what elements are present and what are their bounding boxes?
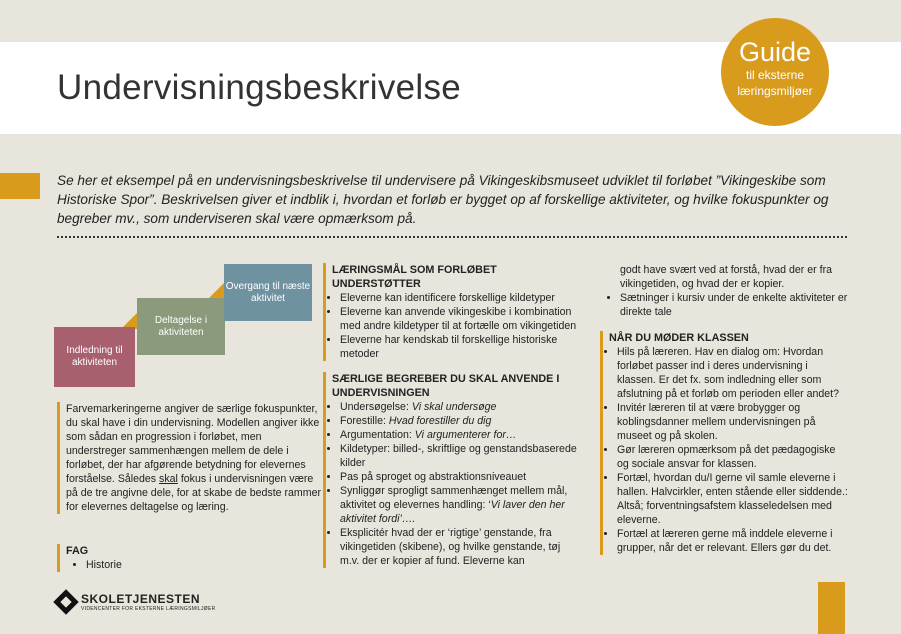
column-3	[600, 263, 848, 555]
kursiv-list	[600, 291, 848, 319]
begreber-term: Argumentation:	[340, 429, 415, 441]
begreber-term: Synliggør sprogligt sammenhænget mellem mål, aktivitet og elevernes handling: ‘	[340, 485, 568, 511]
skoletjenesten-logo	[57, 592, 216, 612]
logo-name: SKOLETJENESTEN	[81, 592, 201, 606]
begreber-example: Vi laver den her aktivitet fordi’….	[340, 499, 565, 525]
moder-section	[600, 331, 848, 555]
logo-tagline: VIDENCENTER FOR EKSTERNE LÆRINGSMILJØER	[81, 606, 216, 612]
laeringsmaal-list	[326, 291, 581, 361]
step-arrow-2	[208, 283, 224, 299]
begreber-term: Kildetyper: billed-, skriftlige og genstandsbaserede kilder	[340, 443, 577, 469]
model-description-text-2: fokus i undervisningen være på de tre angivne dele, for at skabe de bedste rammer for elevernes deltagelse og læring.	[66, 473, 321, 513]
dotted-divider	[57, 236, 847, 238]
moder-list	[603, 345, 848, 555]
begreber-item	[340, 414, 581, 428]
step-transition	[224, 264, 312, 321]
begreber-item	[340, 470, 581, 484]
begreber-item	[340, 428, 581, 442]
fag-section	[57, 544, 266, 572]
laeringsmaal-item: • Eleverne kan anvende vikingeskibe i kombination med andre kildetyper til at fortælle om vikingetiden	[340, 305, 581, 333]
model-description-underlined: skal	[159, 473, 178, 485]
step-transition-label: Overgang til næste aktivitet	[225, 280, 311, 304]
begreber-term: Pas på sproget og abstraktionsniveauet	[340, 471, 527, 483]
guide-subtitle-1: til eksterne	[745, 68, 805, 82]
begreber-list	[326, 400, 581, 568]
intro-text: Se her et eksempel på en undervisningsbeskrivelse til undervisere på Vikingeskibsmuseet udviklet til forløbet ”Vikingeskibe som Historiske Spor”. Beskrivelsen giver et indblik i, hvordan et forløb er bygget op af forskellige aktiviteter, og hvilke fokuspunkter og begreber mv., som underviseren skal være opmærksom på.	[57, 173, 829, 226]
begreber-continued: godt have svært ved at forstå, hvad der er fra vikingetiden, og hvad der er kopier.	[620, 264, 832, 290]
guide-badge	[721, 18, 829, 126]
moder-heading: NÅR DU MØDER KLASSEN	[609, 332, 749, 344]
logo-mark-icon	[53, 589, 78, 614]
fag-item: • Historie	[86, 558, 266, 572]
step-participation-label: Deltagelse i aktiviteten	[154, 314, 208, 338]
bottom-accent-bar	[818, 582, 845, 634]
fag-heading: FAG	[66, 545, 89, 557]
intro-accent-bar	[0, 173, 40, 199]
begreber-example: Vi argumenterer for…	[414, 429, 517, 441]
begreber-heading: SÆRLIGE BEGREBER DU SKAL ANVENDE I UNDERVISNINGEN	[332, 373, 560, 399]
begreber-item	[340, 526, 581, 568]
step-participation	[137, 298, 225, 355]
laeringsmaal-section	[323, 263, 581, 361]
moder-item: • Fortæl, hvordan du/I gerne vil samle eleverne i hallen. Halvcirkler, enten stående eller siddende.: Altså; forventningsafstem klasseledelsen med eleverne.	[617, 471, 848, 527]
page-title: Undervisningsbeskrivelse	[57, 68, 462, 107]
begreber-example: Hvad forestiller du dig	[388, 415, 492, 427]
step-introduction-label: Indledning til aktiviteten	[66, 345, 123, 368]
model-description-text-1: Farvemarkeringerne angiver de særlige fokuspunkter, du skal have i din undervisning. Modellen angiver ikke som sådan en progression i forløbet, men understreger sammenhængen mellem de dele i forløbet, der har afgørende betydning for elevernes forståelse. Således	[66, 403, 320, 485]
moder-item: • Gør læreren opmærksom på det pædagogiske og sociale ansvar for klassen.	[617, 443, 848, 471]
moder-item: • Invitér læreren til at være brobygger og koblingsdanner mellem undervisningen på museet og på skolen.	[617, 401, 848, 443]
kursiv-note: • Sætninger i kursiv under de enkelte aktiviteter er direkte tale	[620, 291, 848, 319]
begreber-item	[340, 442, 581, 470]
moder-item: • Hils på læreren. Hav en dialog om: Hvordan forløbet passer ind i deres undervisning i klassen. Er det fx. som indledning eller som afslutning på et forløb om perioden eller andet?	[617, 345, 848, 401]
column-2	[323, 263, 581, 568]
moder-item: • Fortæl at læreren gerne må inddele eleverne i grupper, når det er relevant. Ellers gør du det.	[617, 527, 848, 555]
fag-list	[66, 558, 266, 572]
begreber-term: Undersøgelse:	[340, 401, 412, 413]
guide-title: Guide	[738, 37, 812, 67]
begreber-section	[323, 372, 581, 568]
laeringsmaal-item: • Eleverne har kendskab til forskellige historiske metoder	[340, 333, 581, 361]
begreber-item	[340, 400, 581, 414]
laeringsmaal-item: • Eleverne kan identificere forskellige kildetyper	[340, 291, 581, 305]
laeringsmaal-heading: LÆRINGSMÅL SOM FORLØBET UNDERSTØTTER	[332, 264, 497, 290]
step-introduction	[54, 327, 135, 387]
begreber-term: Forestille:	[340, 415, 389, 427]
guide-subtitle-2: læringsmiljøer	[737, 84, 813, 98]
begreber-item	[340, 484, 581, 526]
begreber-example: Vi skal undersøge	[411, 401, 497, 413]
begreber-term: Eksplicitér hvad der er ‘rigtige’ genstande, fra vikingetiden (skibene), og hvilke genstande, tøj m.v. der er kopier af fund. Eleverne kan	[340, 527, 561, 567]
model-description	[57, 402, 321, 514]
